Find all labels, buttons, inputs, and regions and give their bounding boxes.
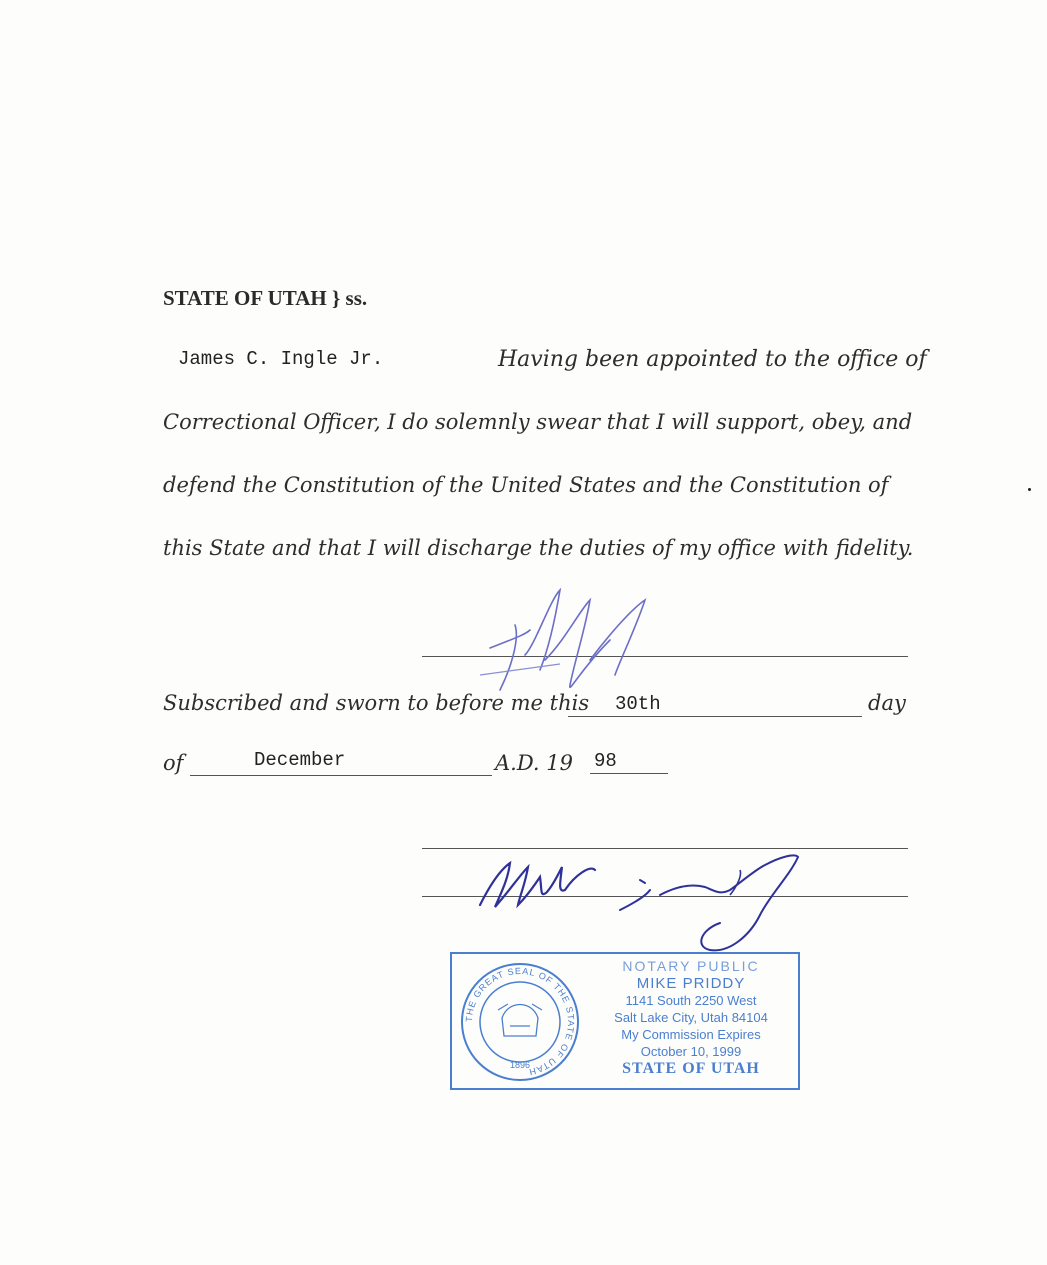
ad-label: A.D. 19 [495,751,574,775]
oath-line-3: defend the Constitution of the United States and the Constitution of [163,473,889,497]
state-seal-icon [458,960,582,1084]
month-value: December [254,749,346,771]
notary-address-1: 1141 South 2250 West [625,993,757,1008]
commission-label: My Commission Expires [621,1027,761,1042]
notary-signature [470,835,820,965]
affiant-name: James C. Ingle Jr. [178,348,384,370]
notary-stamp [450,952,800,1090]
jurat-prefix: Subscribed and sworn to before me this [163,691,590,715]
day-line [568,716,862,717]
ss-marker: } ss. [332,286,368,310]
scan-speck [1028,488,1031,491]
seal-ring-text: THE GREAT SEAL OF THE STATE OF UTAH [463,965,577,1078]
seal-year: 1896 [509,1060,531,1070]
notary-name: MIKE PRIDDY [636,975,746,992]
commission-expiry: October 10, 1999 [640,1044,742,1059]
oath-line-1: Having been appointed to the office of [498,347,927,372]
oath-line-2: Correctional Officer, I do solemnly swear that I will support, obey, and [163,410,913,434]
year-line [590,773,668,774]
stamp-heading: NOTARY PUBLIC [622,958,760,974]
notary-address-2: Salt Lake City, Utah 84104 [614,1010,768,1025]
oath-line-4: this State and that I will discharge the duties of my office with fidelity. [163,536,914,560]
stamp-state: STATE OF UTAH [622,1060,760,1077]
month-line [190,775,492,776]
day-value: 30th [615,693,661,715]
state-header [163,286,367,311]
day-label: day [868,691,906,715]
stamp-text-block [588,958,794,1077]
year-value: 98 [594,750,617,772]
state-name: STATE OF UTAH [163,286,327,310]
of-label: of [163,751,184,775]
